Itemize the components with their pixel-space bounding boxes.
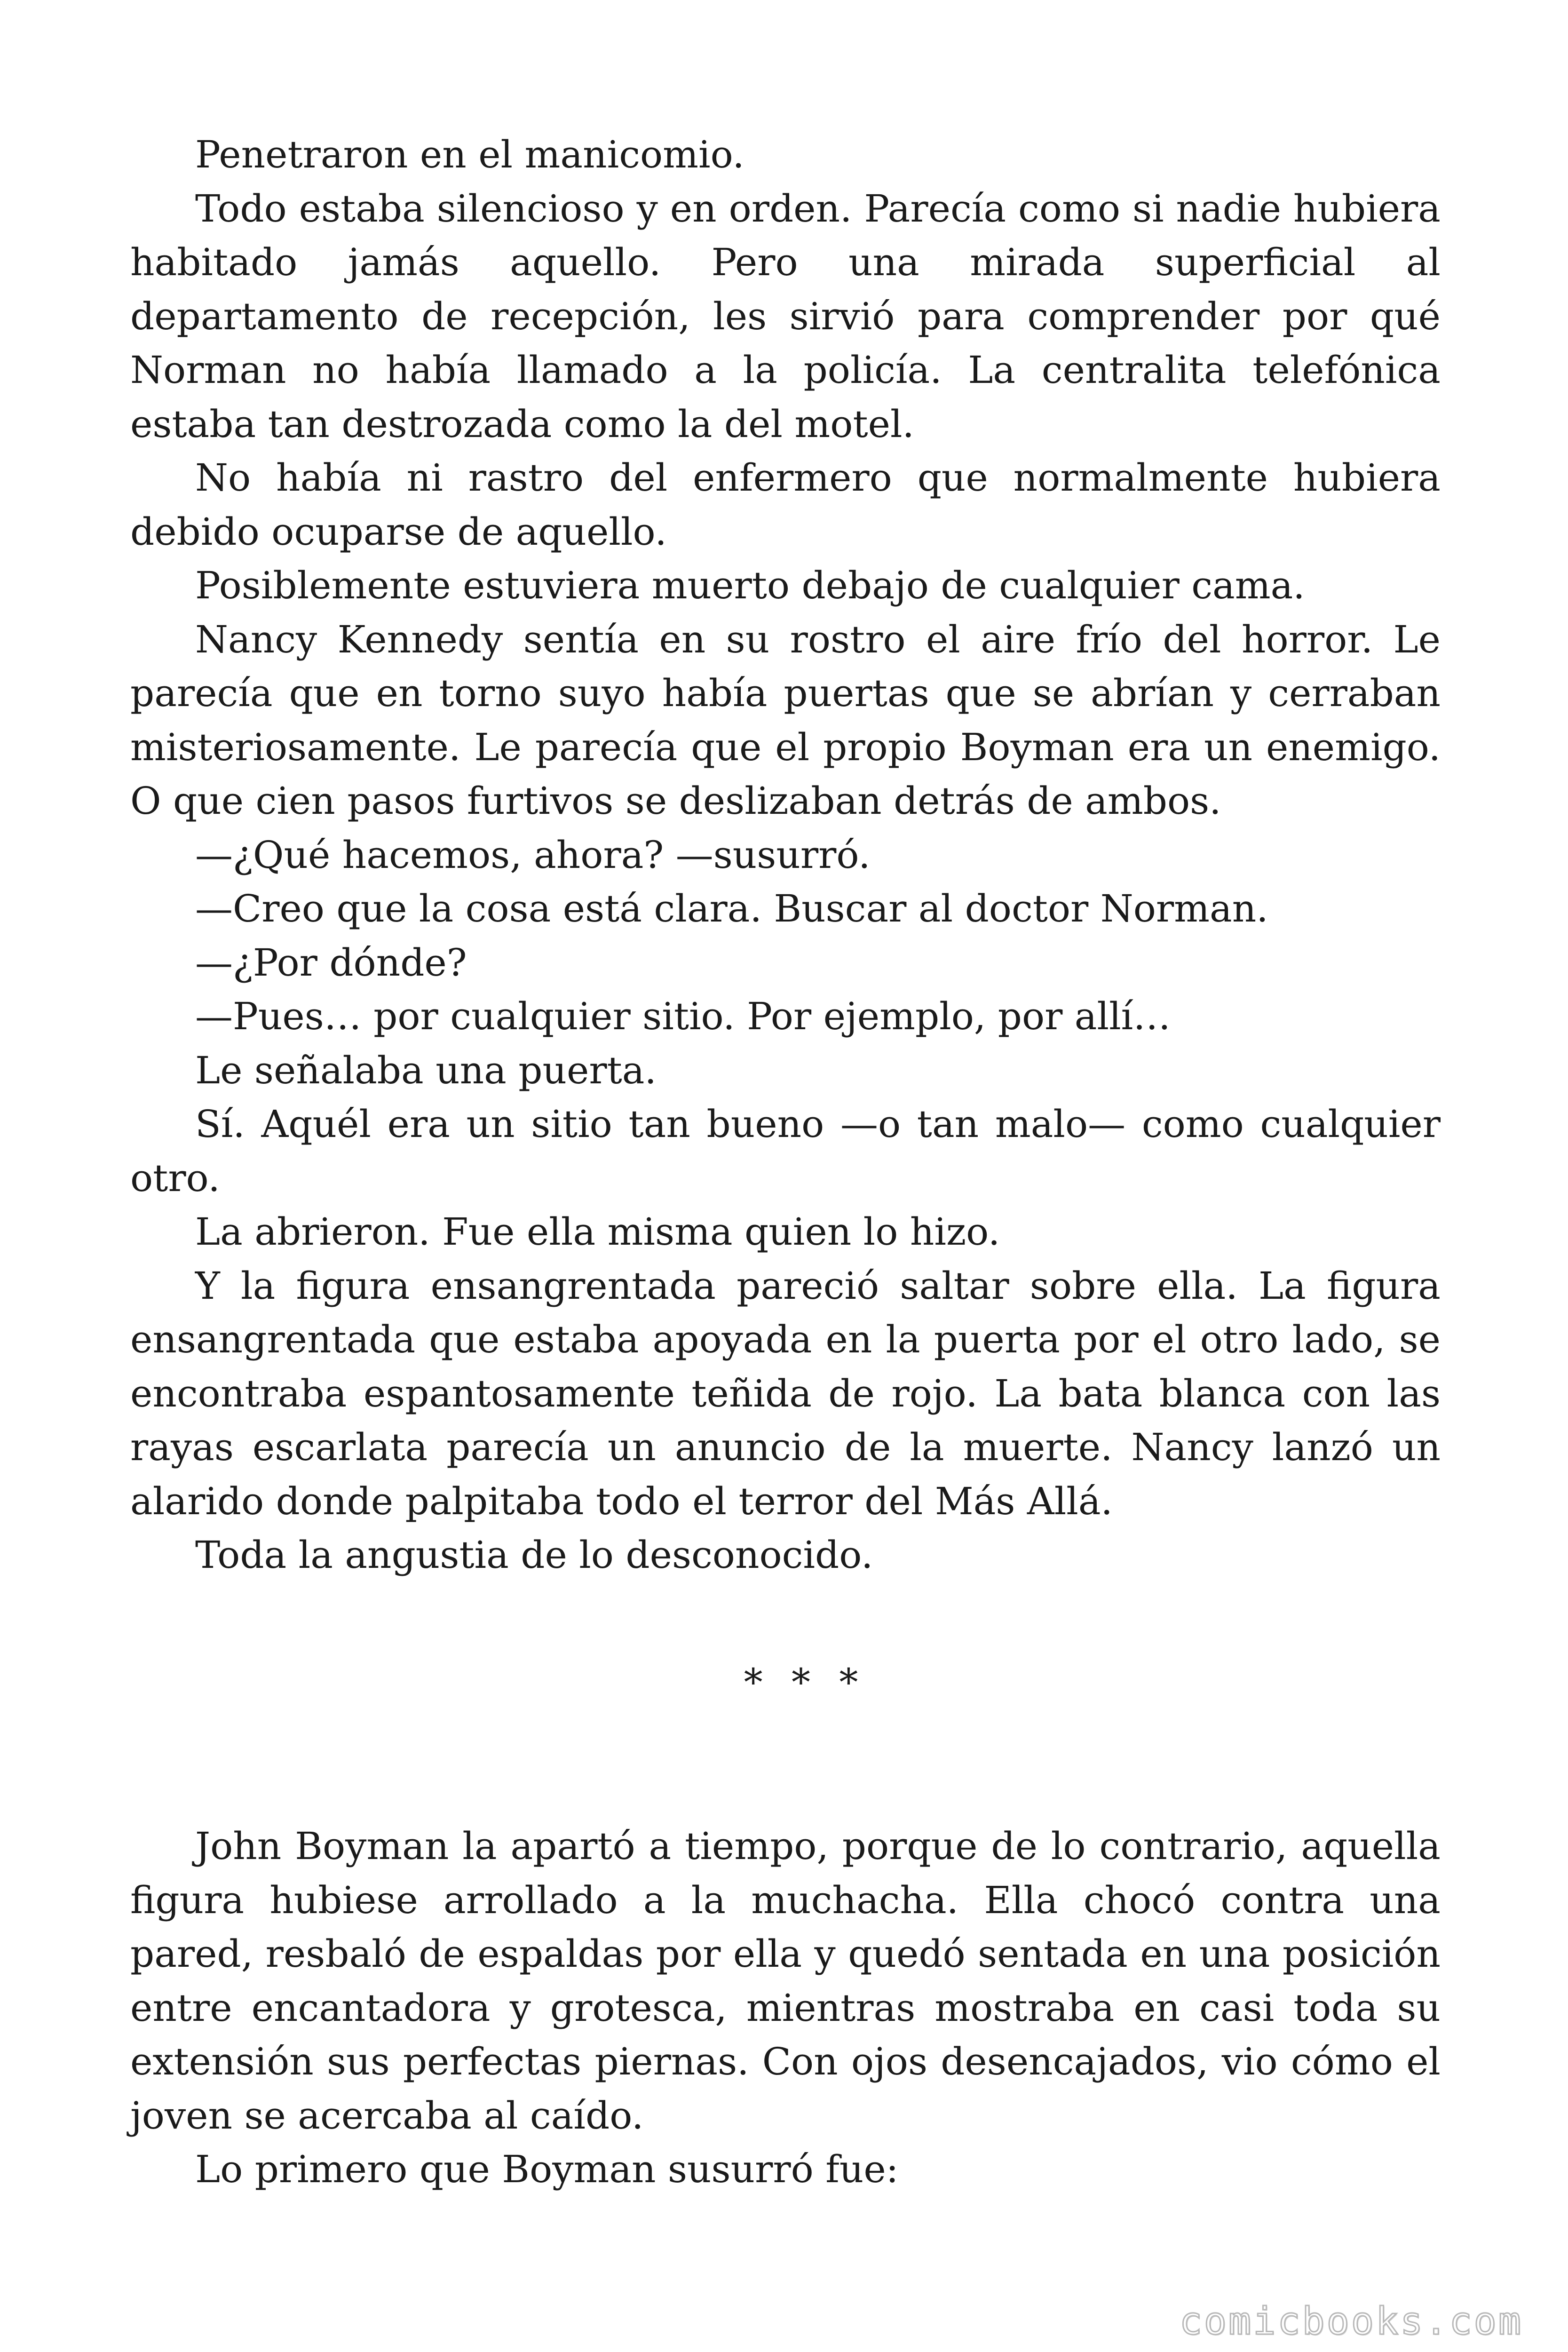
dialogue-line: —Pues… por cualquier sitio. Por ejemplo, por allí… [195,994,1171,1038]
text-section-2 [130,1820,1441,2197]
paragraph: Penetraron en el manicomio. [195,133,744,176]
paragraph: Todo estaba silencioso y en orden. Parecía como si nadie hubiera habitado jamás aquello. Pero una mirada superficial al departamento de recepción, les sirvió para comprender por qué Norman no había llamado a la policía. La centralita telefónica estaba tan destrozada como la del motel. [130,186,1441,446]
paragraph: La abrieron. Fue ella misma quien lo hizo. [195,1210,1000,1254]
section-separator: * * * [744,1661,867,1704]
paragraph: Le señalaba una puerta. [195,1048,657,1092]
paragraph: Y la figura ensangrentada pareció saltar sobre ella. La figura ensangrentada que estaba apoyada en la puerta por el otro lado, se encontraba espantosamente teñida de rojo. La bata blanca con las rayas escarlata parecía un anuncio de la muerte. Nancy lanzó un alarido donde palpitaba todo el terror del Más Allá. [130,1263,1441,1523]
text-section-1 [130,128,1441,1582]
dialogue-line: —Creo que la cosa está clara. Buscar al doctor Norman. [195,887,1268,930]
paragraph: Lo primero que Boyman susurró fue: [195,2147,899,2191]
paragraph: Sí. Aquél era un sitio tan bueno —o tan malo— como cualquier otro. [130,1102,1441,1200]
paragraph: Toda la angustia de lo desconocido. [195,1533,873,1577]
dialogue-line: —¿Por dónde? [195,940,467,985]
dialogue-line: —¿Qué hacemos, ahora? —susurró. [195,833,871,877]
paragraph: Nancy Kennedy sentía en su rostro el aire frío del horror. Le parecía que en torno suyo había puertas que se abrían y cerraban misteriosamente. Le parecía que el propio Boyman era un enemigo. O que cien pasos furtivos se deslizaban detrás de ambos. [130,617,1441,823]
paragraph: Posiblemente estuviera muerto debajo de cualquier cama. [195,564,1305,607]
paragraph: No había ni rastro del enfermero que normalmente hubiera debido ocuparse de aquello. [130,456,1441,554]
paragraph: John Boyman la apartó a tiempo, porque de lo contrario, aquella figura hubiese arrollado a la muchacha. Ella chocó contra una pared, resbaló de espaldas por ella y quedó sentada en una posición entre encantadora y grotesca, mientras mostraba en casi toda su extensión sus perfectas piernas. Con ojos desencajados, vio cómo el joven se acercaba al caído. [130,1824,1441,2137]
watermark-logo: comicbooks.com [1179,2299,1523,2343]
